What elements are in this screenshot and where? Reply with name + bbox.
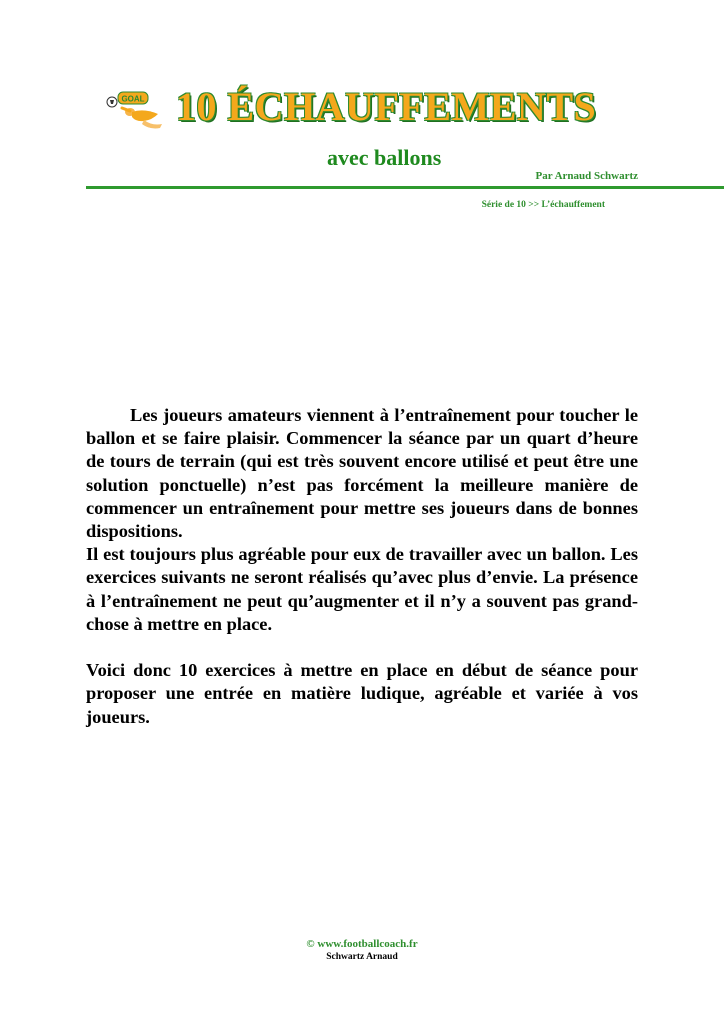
footer-website: © www.footballcoach.fr — [306, 938, 418, 950]
paragraph-1: Les joueurs amateurs viennent à l’entraînement pour toucher le ballon et se faire plaisir. Commencer la séance par un quart d’heure de tours de terrain (qui est très souvent encore utilisé et peut être une solution ponctuelle) n’est pas forcément la meilleure manière de commencer un entraînement pour mettre ses joueurs dans de bonnes dispositions. — [86, 405, 638, 542]
footer-author: Schwartz Arnaud — [326, 952, 398, 962]
document-title: 10 ÉCHAUFFEMENTS — [176, 84, 597, 129]
svg-text:GOAL: GOAL — [121, 94, 145, 104]
page-footer — [0, 937, 724, 963]
document-subtitle: avec ballons — [327, 145, 442, 170]
author-line: Par Arnaud Schwartz — [535, 170, 638, 182]
goal-logo-icon — [104, 84, 166, 134]
header-divider — [86, 186, 724, 189]
paragraph-3: Voici donc 10 exercices à mettre en place en début de séance pour proposer une entrée en matière ludique, agréable et variée à vos joueurs. — [86, 660, 638, 727]
introduction-text — [86, 404, 638, 729]
paragraph-2: Il est toujours plus agréable pour eux de travailler avec un ballon. Les exercices suivants ne seront réalisés qu’avec plus d’envie. La présence à l’entraînement ne peut qu’augmenter et il n’y a souvent pas grand-chose à mettre en place. — [86, 544, 638, 634]
series-label: Série de 10 >> L’échauffement — [481, 200, 605, 210]
